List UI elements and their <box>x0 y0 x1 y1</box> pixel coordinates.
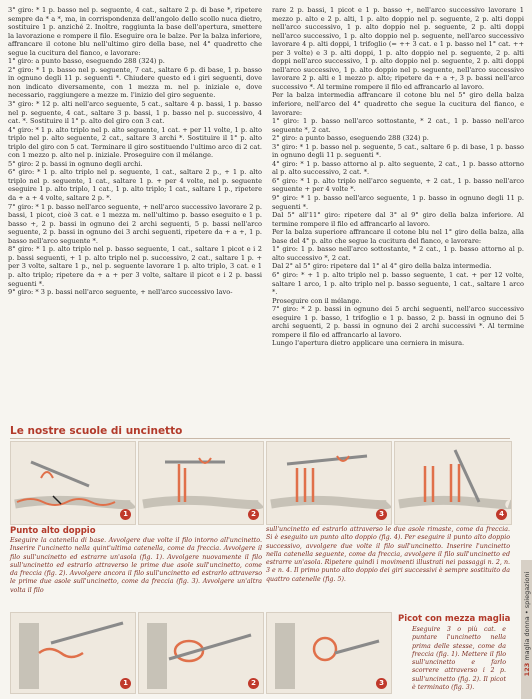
paragraph: rare 2 p. bassi, 1 picot e 1 p. basso +, nell'arco successivo lavorare 1 mezzo p. alto e 2 p. alti, 1 p. alto doppio nel p. seguente, 2 p. alti doppi nell'arco successivo, 1 p. alto doppio nel p. seguente, 2 p. alti doppi nell'arco successivo, 1 p. alto doppio nel p. seguente, nell'arco successivo lavorare 4 p. alti doppi, 1 trifoglio (= ++ 3 cat. e 1 p. basso nel 1° cat. ++ per 3 volte) e 3 p. alti doppi, 1 p. alto doppio nel p. seguente, 2 p. alti doppi nell'arco successivo, 1 p. alto doppio nel p. seguente, 2 p. alti doppi nell'arco successivo, 1 p. alto doppio nel p. seguente, nell'arco successivo lavorare 2 p. alti e 1 mezzo p. alto; ripetere da + a +, 3 p. bassi nell'arco successivo *. Al termine rompere il filo ed affrancarlo al lavoro. <box>272 6 524 91</box>
paragraph: 3° giro: * 1 p. basso nel p. seguente, 4 cat., saltare 2 p. di base *, ripetere sempre da * a *, ma, in corrispondenza dell'angolo dello scollo nuca dietro, sostituire 1 p. anziché 2. Inoltre, raggiunta la base dell'apertura, smettere la lavorazione e rompere il filo. Eseguire ora le balze. Per la balza inferiore, affrancare il cotone blu nell'ultimo giro della base, nel 4° quadretto che segue la cucitura del fianco, e lavorare: <box>8 6 262 57</box>
step-number: 2 <box>248 678 259 689</box>
paragraph: 6° giro: * 1 p. alto triplo nel p. seguente, 1 cat., saltare 2 p., + 1 p. alto triplo nel p. seguente, 1 cat., saltare 1 p. + per 4 volte, nel p. seguente eseguire 1 p. alto triplo, 1 cat., 1 p. alto triplo; 1 cat., saltare 1 p., ripetere da + a + 4 volte, saltare 2 p. *. <box>8 168 262 203</box>
section-label: spiegazioni <box>523 571 531 609</box>
step-number: 2 <box>248 509 259 520</box>
divider <box>10 438 510 439</box>
picot-text: Eseguire 3 o più cat. e puntare l'uncinetto nella prima delle stesse, come da freccia (fig. 1). Mettere il filo sull'uncinetto e farlo scorrere attraverso i 2 p. sull'uncinetto (fig. 2). Il picot è terminato (fig. 3). <box>412 626 506 692</box>
paragraph: 1° giro: a punto basso, eseguendo 288 (324) p. <box>8 57 165 66</box>
picot-illustration-step-3 <box>266 612 392 694</box>
illustration-step-3 <box>266 441 392 525</box>
step-number: 3 <box>376 678 387 689</box>
illustration-step-2 <box>138 441 264 525</box>
paragraph: 6° giro: * 1 p. alto triplo nell'arco seguente, + 2 cat., 1 p. basso nell'arco seguente + per 4 volte *. <box>272 176 524 194</box>
picot-title: Picot con mezza maglia <box>398 614 511 624</box>
illustration-step-4 <box>394 441 512 525</box>
crochet-hook-illustration <box>11 442 135 524</box>
alto-doppio-title: Punto alto doppio <box>10 526 96 536</box>
paragraph: 9° giro: * 3 p. bassi nell'arco seguente, + nell'arco successivo lavo- <box>8 288 233 297</box>
paragraph: Lungo l'apertura dietro applicare una cerniera in misura. <box>272 339 465 348</box>
paragraph: Per la balza superiore affrancare il cotone blu nel 1° giro della balza, alla base del 4° p. alto che segue la cucitura del fianco, e lavorare: <box>272 228 524 245</box>
paragraph: 7° giro: * 1 p. basso nell'arco seguente, + nell'arco successivo lavorare 2 p. bassi, 1 picot, cioè 3 cat. e 1 mezza m. nell'ultimo p. basso eseguito e 1 p. basso +, 2 p. bassi in ognuno dei 2 archi seguenti, 5 p. bassi nell'arco seguente, 2 p. bassi in ognuno dei 3 archi seguenti, ripetere da + a +, 1 p. basso nell'arco seguente *. <box>8 202 262 245</box>
paragraph: 8° giro: * 1 p. alto triplo nel p. basso seguente, 1 cat., saltare 1 picot e i 2 p. bassi seguenti, + 1 p. alto triplo nel p. successivo, 2 cat., saltare 1 p. + per 3 volte, saltare 1 p., nel p. seguente lavorare 1 p. alto triplo, 3 cat. e 1 p. alto triplo; ripetere da + a + per 3 volte, saltare il picot e i 2 p. bassi seguenti *. <box>8 245 262 288</box>
picot-illustration-step-2 <box>138 612 264 694</box>
step-number: 4 <box>496 509 507 520</box>
paragraph: 3° giro: * 1 p. basso nel p. seguente, 5 cat., saltare 6 p. di base, 1 p. basso in ognuno degli 11 p. seguenti *. <box>272 142 524 160</box>
crochet-hook-illustration <box>11 613 135 693</box>
instructions-left-column <box>8 6 262 297</box>
crochet-hook-illustration <box>139 442 263 524</box>
instructions-right-column <box>272 6 524 348</box>
paragraph: 4° giro: * 1 p. basso attorno al p. alto seguente, 2 cat., 1 p. basso attorno al p. alto successivo, 2 cat. *. <box>272 159 524 177</box>
paragraph: 5° giro: 2 p. bassi in ognuno degli archi. <box>8 159 143 168</box>
crochet-hook-illustration <box>267 613 391 693</box>
side-tab <box>521 560 532 699</box>
crochet-hook-illustration <box>267 442 391 524</box>
paragraph: 9° giro: * 1 p. basso nell'arco seguente, 1 p. basso in ognuno degli 11 p. seguenti *. <box>272 194 524 211</box>
paragraph: 3° giro: * 12 p. alti nell'arco seguente, 5 cat., saltare 4 p. bassi, 1 p. basso nel p. seguente, 4 cat., saltare 3 p. bassi, 1 p. basso nel p. successivo, 4 cat. *. Sostituire il 1° p. alto del giro con 3 cat. <box>8 100 262 126</box>
paragraph: 2° giro: a punto basso, eseguendo 288 (324) p. <box>272 134 429 143</box>
alto-doppio-text: Eseguire la catenella di base. Avvolgere due volte il filo intorno all'uncinetto. Inserire l'uncinetto nella quint'ultima catenella, come da freccia. Avvolgere il filo sull'uncinetto ed estrarre un'asola (fig. 1). Avvolgere nuovamente il filo sull'uncinetto ed estrarlo attraverso le prime due asole sull'uncinetto, come da freccia (fig. 2). Avvolgere ancora il filo sull'uncinetto ed estrarlo attraverso le prime due asole sull'uncinetto, come da freccia (fig. 3). Avvolgere un'altra volta il filo <box>10 537 262 594</box>
alto-doppio-text-continued: sull'uncinetto ed estrarlo attraverso le due asole rimaste, come da freccia. Si è eseguito un punto alto doppio (fig. 4). Per eseguire il punto alto doppio successivo, avvolgere due volte il filo sull'uncinetto. Inserire l'uncinetto nella catenella seguente, come da freccia, avvolgere il filo sull'uncinetto ed estrarre un'asola. Ripetere quindi i movimenti illustrati nei passaggi n. 2, n. 3 e n. 4. Il primo punto alto doppio dei giri successivi è sempre sostituito da quattro catenelle (fig. 5). <box>266 526 510 583</box>
illustration-step-1 <box>10 441 136 525</box>
paragraph: 7° giro: * 2 p. bassi in ognuno dei 5 archi seguenti, nell'arco successivo eseguire 1 p. basso, 1 trifoglio e 1 p. basso, 2 p. bassi in ognuno dei 5 archi seguenti, 2 p. bassi in ognuno dei 2 archi successivi *. Al termine rompere il filo ed affrancarlo al lavoro. <box>272 305 524 339</box>
school-section-title: Le nostre scuole di uncinetto <box>10 425 183 437</box>
picot-illustration-step-1 <box>10 612 136 694</box>
step-number: 3 <box>376 509 387 520</box>
crochet-hook-illustration <box>139 613 263 693</box>
paragraph: 6° giro: * + 1 p. alto triplo nel p. basso seguente, 1 cat. + per 12 volte, saltare 1 arco, 1 p. alto triplo nel p. basso seguente, 1 cat., saltare 1 arco *. <box>272 270 524 297</box>
paragraph: 1° giro: 1 p. basso nell'arco sottostante, * 2 cat., 1 p. basso attorno al p. alto successivo *, 2 cat. <box>272 245 524 262</box>
side-label: 123 maglia donna • spiegazioni <box>523 571 531 677</box>
paragraph: Dal 5° all'11° giro: ripetere dal 3° al 9° giro della balza inferiore. Al termine rompere il filo ed affrancarlo al lavoro. <box>272 211 524 228</box>
step-number: 1 <box>120 509 131 520</box>
page-number: 123 <box>523 662 531 677</box>
paragraph: 1° giro: 1 p. basso nell'arco sottostante, * 2 cat., 1 p. basso nell'arco seguente *, 2 cat. <box>272 117 524 134</box>
brand-label: maglia donna <box>523 616 531 661</box>
paragraph: 2° giro: * 1 p. basso nel p. seguente, 7 cat., saltare 6 p. di base, 1 p. basso in ognuno degli 11 p. seguenti *. Chiudere questo ed i giri seguenti, dove non indicato diversamente, con 1 mezza m. nel p. iniziale e, dove necessario, raggiungere a mezze m. l'inizio del giro seguente. <box>8 65 262 100</box>
crochet-hook-illustration <box>395 442 511 524</box>
paragraph: Proseguire con il mélange. <box>272 296 362 305</box>
paragraph: Per la balza intermedia affrancare il cotone blu nel 5° giro della balza inferiore, nell'arco del 4° quadretto che segue la cucitura del fianco, e lavorare: <box>272 91 524 117</box>
paragraph: Dal 2° al 5° giro: ripetere dal 1° al 4° giro della balza intermedia. <box>272 262 492 271</box>
step-number: 1 <box>120 678 131 689</box>
paragraph: 4° giro: * 1 p. alto triplo nel p. alto seguente, 1 cat. + per 11 volte, 1 p. alto triplo nel p. alto seguente, 2 cat., saltare 3 archi *. Sostituire il 1° p. alto triplo del giro con 5 cat. Terminare il giro sostituendo l'ultimo arco di 2 cat. con 1 mezzo p. alto nel p. iniziale. Proseguire con il mélange. <box>8 125 262 160</box>
